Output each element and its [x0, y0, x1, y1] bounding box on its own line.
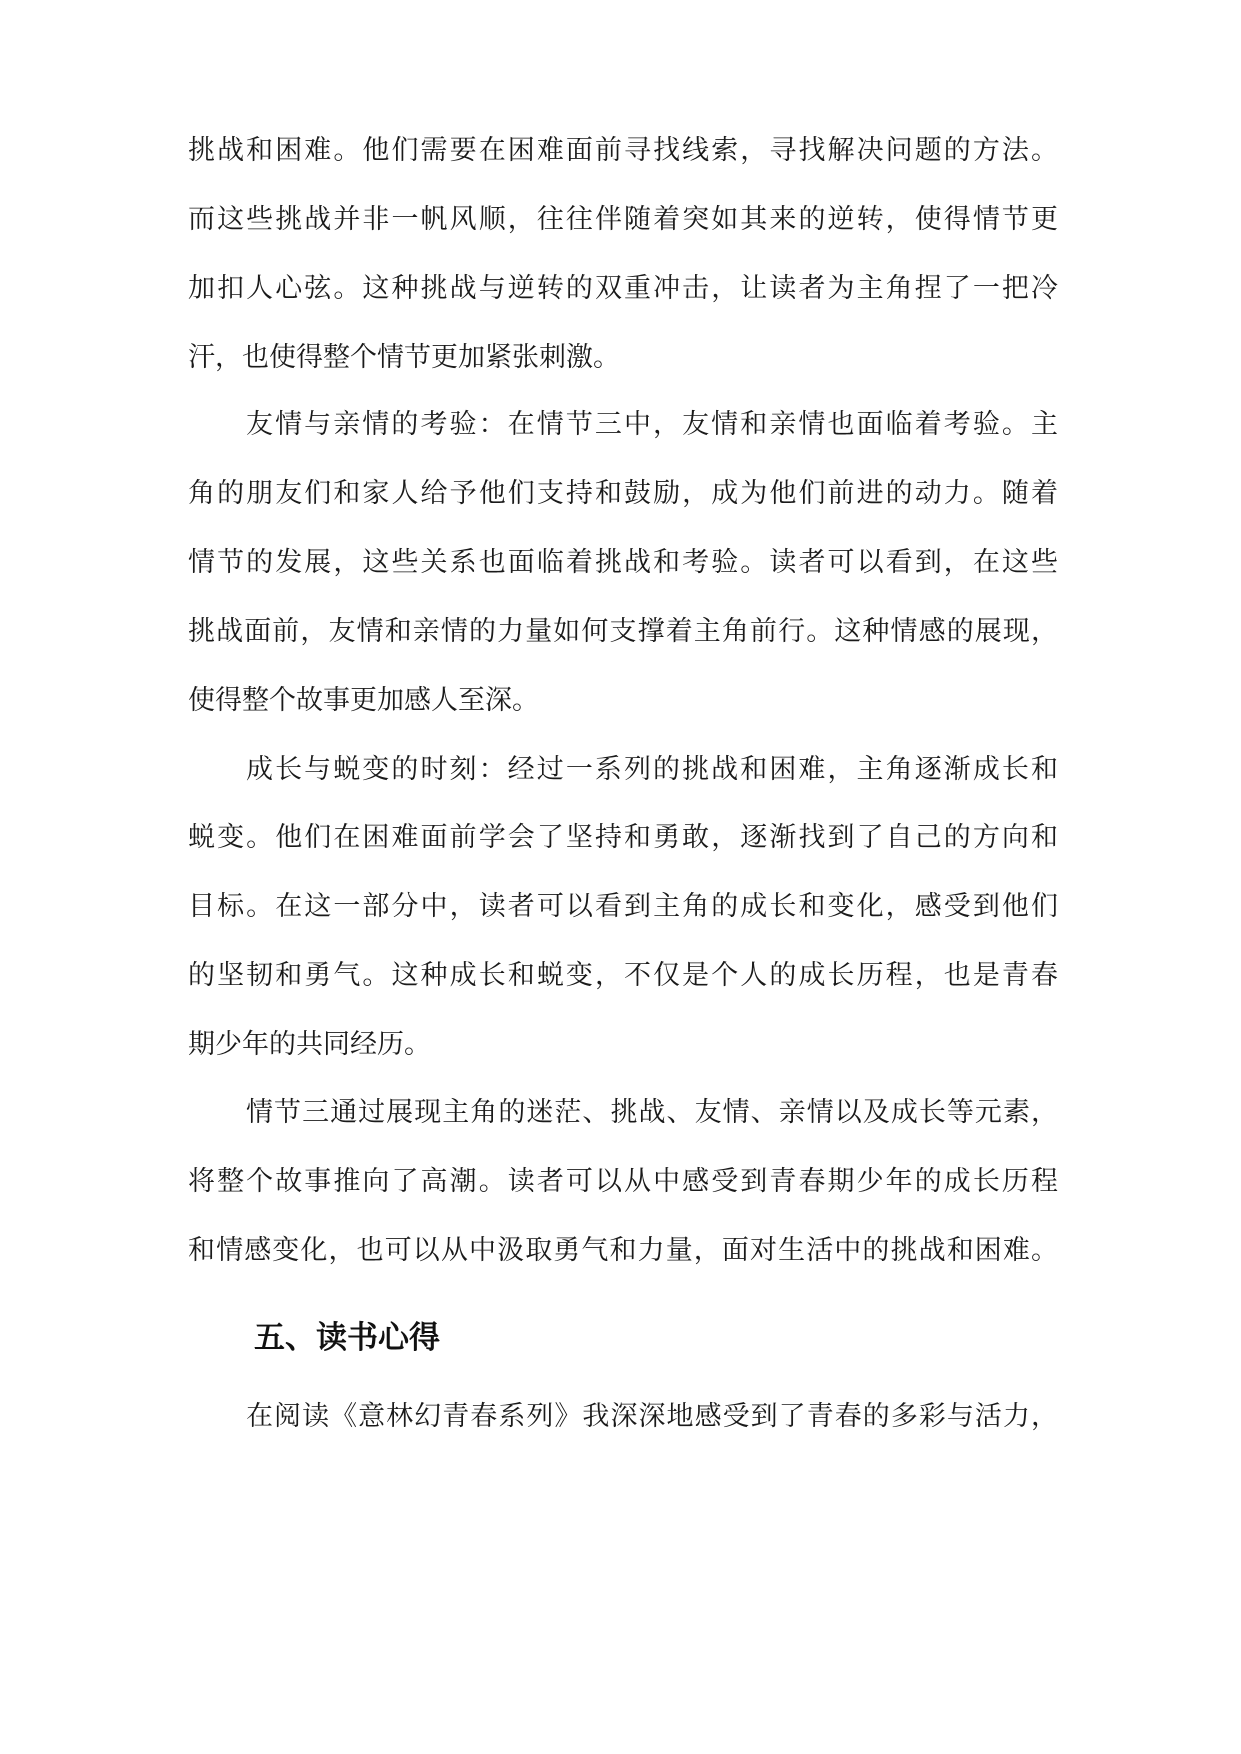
text-line: 在阅读《意林幻青春系列》我深深地感受到了青春的多彩与活力，	[246, 1401, 1058, 1432]
text-line: 友情与亲情的考验：在情节三中，友情和亲情也面临着考验。主	[246, 409, 1058, 440]
text-line: 和情感变化，也可以从中汲取勇气和力量，面对生活中的挑战和困难。	[188, 1235, 1058, 1266]
text-line: 蜕变。他们在困难面前学会了坚持和勇敢，逐渐找到了自己的方向和	[188, 822, 1058, 853]
text-line: 挑战和困难。他们需要在困难面前寻找线索，寻找解决问题的方法。	[188, 135, 1058, 166]
text-line: 情节三通过展现主角的迷茫、挑战、友情、亲情以及成长等元素，	[246, 1097, 1058, 1128]
text-line: 使得整个故事更加感人至深。	[188, 685, 539, 716]
text-line: 将整个故事推向了高潮。读者可以从中感受到青春期少年的成长历程	[188, 1166, 1058, 1197]
text-line: 加扣人心弦。这种挑战与逆转的双重冲击，让读者为主角捏了一把冷	[188, 273, 1058, 304]
text-line: 挑战面前，友情和亲情的力量如何支撑着主角前行。这种情感的展现，	[188, 616, 1058, 647]
text-line: 情节的发展，这些关系也面临着挑战和考验。读者可以看到，在这些	[188, 547, 1058, 578]
section-heading: 五、读书心得	[254, 1320, 440, 1356]
text-line: 而这些挑战并非一帆风顺，往往伴随着突如其来的逆转，使得情节更	[188, 204, 1058, 235]
text-line: 成长与蜕变的时刻：经过一系列的挑战和困难，主角逐渐成长和	[246, 754, 1058, 785]
text-line: 汗，也使得整个情节更加紧张刺激。	[188, 342, 620, 373]
text-line: 期少年的共同经历。	[188, 1029, 431, 1060]
text-line: 的坚韧和勇气。这种成长和蜕变，不仅是个人的成长历程，也是青春	[188, 960, 1058, 991]
text-line: 目标。在这一部分中，读者可以看到主角的成长和变化，感受到他们	[188, 891, 1058, 922]
text-line: 角的朋友们和家人给予他们支持和鼓励，成为他们前进的动力。随着	[188, 478, 1058, 509]
